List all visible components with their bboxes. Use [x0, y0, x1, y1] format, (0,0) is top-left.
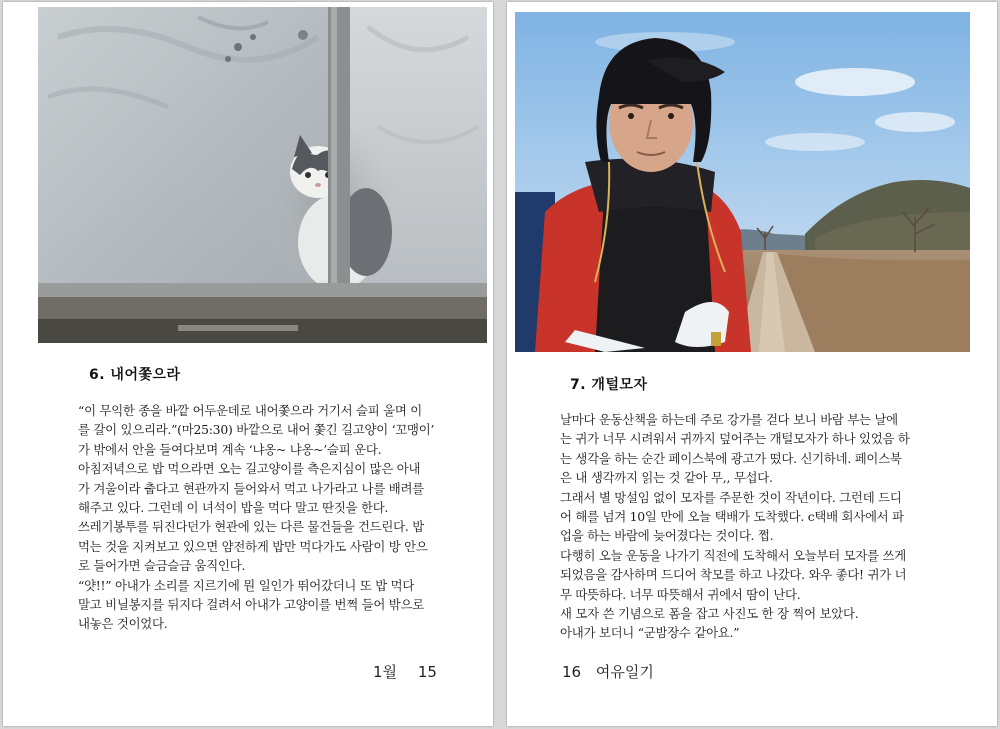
body-line: 가 겨울이라 춥다고 현관까지 들어와서 먹고 나가라고 나를 배려를: [78, 480, 424, 496]
body-line: 로 들어가면 슬금슬금 움직인다.: [78, 558, 246, 574]
body-line: 아침저녁으로 밥 먹으라면 오는 길고양이를 측은지심이 많은 아내: [78, 461, 421, 477]
body-line: 다행히 오늘 운동을 나가기 직전에 도착해서 오늘부터 모자를 쓰게: [560, 547, 906, 563]
man-on-path-illustration: [515, 12, 970, 352]
body-line: 가 밖에서 안을 들여다보며 계속 ‘냐옹~ 냐옹~’슬피 운다.: [78, 441, 382, 457]
page-number: 15: [417, 663, 437, 681]
body-line: 는 생각을 하는 순간 페이스북에 광고가 떴다. 신기하네. 페이스북: [560, 450, 902, 466]
left-page-footer: [373, 661, 437, 682]
man-portrait-photo: [515, 12, 970, 352]
body-line: 그래서 별 망설임 없이 모자를 주문한 것이 작년이다. 그런데 드디: [560, 489, 902, 505]
body-line: 무 따뜻하다. 너무 따뜻해서 귀에서 땀이 난다.: [560, 586, 801, 602]
body-line: 먹는 것을 지켜보고 있으면 얌전하게 밥만 먹다가도 사람이 방 안으: [78, 538, 428, 554]
section-title-7: 7. 개털모자: [570, 377, 648, 393]
body-line: 는 귀가 너무 시려워서 귀까지 덮어주는 개털모자가 하나 있었음 하: [560, 431, 910, 447]
body-line: 내놓은 것이었다.: [78, 616, 168, 632]
body-line: 새 모자 쓴 기념으로 폼을 잡고 사진도 한 장 찍어 보았다.: [560, 606, 859, 622]
body-line: 를 갈이 있으리라.”(마25:30) 바깥으로 내어 쫓긴 길고양이 ‘꼬맹이’: [78, 422, 435, 438]
left-body-text: [78, 401, 450, 634]
section-title-6: 6. 내어쫓으라: [89, 367, 181, 383]
right-body-text: [560, 410, 940, 643]
page-number: 16: [562, 663, 582, 681]
body-line: 어 해를 넘겨 10일 만에 오늘 택배가 도착했다. c택배 회사에서 파: [560, 509, 904, 525]
right-page-footer: [562, 661, 654, 682]
body-line: “이 무익한 종을 바깥 어두운데로 내어쫓으라 거기서 슬피 울며 이: [78, 403, 422, 418]
body-line: 날마다 운동산책을 하는데 주로 강가를 걷다 보니 바람 부는 날에: [560, 412, 898, 427]
left-page: [3, 2, 493, 726]
body-line: 해주고 있다. 그런데 이 녀석이 밥을 먹다 말고 딴짓을 한다.: [78, 500, 389, 516]
body-line: 업을 하는 바람에 늦어졌다는 것이다. 쩝.: [560, 528, 774, 544]
body-line: 아내가 보더니 “군밤장수 같아요.”: [560, 625, 740, 641]
body-line: “얏!!” 아내가 소리를 지르기에 뭔 일인가 뛰어갔더니 또 밥 먹다: [78, 577, 415, 593]
right-page: [507, 2, 997, 726]
body-line: 말고 비닐봉지를 뒤지다 걸려서 아내가 고양이를 번쩍 들어 밖으로: [78, 597, 424, 613]
cat-window-illustration: [38, 7, 487, 343]
chapter-month: 1월: [373, 663, 398, 681]
body-line: 쓰레기봉투를 뒤진다던가 현관에 있는 다른 물건들을 건드린다. 밥: [78, 519, 424, 535]
book-title: 여유일기: [595, 663, 654, 681]
cat-window-photo: [38, 7, 487, 343]
body-line: 되었음을 감사하며 드디어 착모를 하고 나갔다. 와우 좋다! 귀가 너: [560, 567, 907, 583]
body-line: 은 내 생각까지 읽는 것 같아 무,, 무섭다.: [560, 470, 773, 486]
